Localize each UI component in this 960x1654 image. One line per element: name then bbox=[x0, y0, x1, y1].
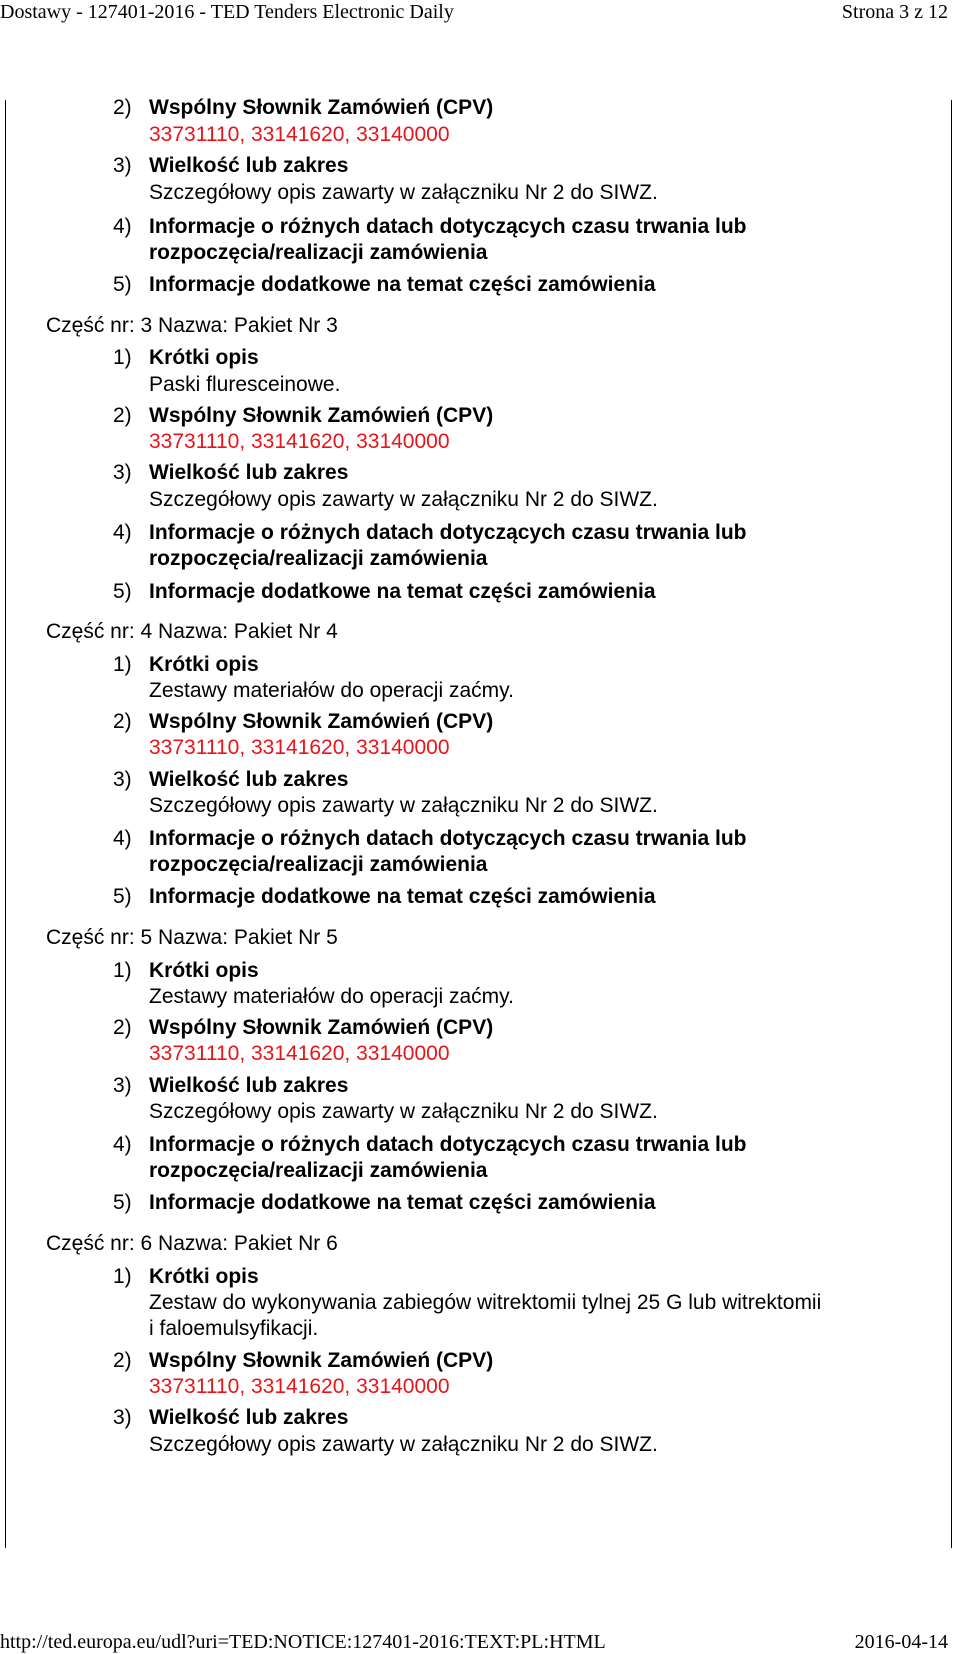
item-number: 3) bbox=[113, 461, 132, 484]
item-number: 4) bbox=[113, 827, 132, 850]
quantity-text: Szczegółowy opis zawarty w załączniku Nr 2 do SIWZ. bbox=[149, 488, 658, 511]
short-desc-label: Krótki opis bbox=[149, 959, 259, 982]
additional-label: Informacje dodatkowe na temat części zamówienia bbox=[149, 580, 656, 603]
additional-label: Informacje dodatkowe na temat części zamówienia bbox=[149, 273, 656, 296]
item-number: 2) bbox=[113, 1016, 132, 1039]
item-number: 5) bbox=[113, 885, 132, 908]
dates-label: Informacje o różnych datach dotyczących czasu trwania lub bbox=[149, 1133, 747, 1156]
item-number: 4) bbox=[113, 215, 132, 238]
quantity-label: Wielkość lub zakres bbox=[149, 461, 349, 484]
cpv-codes[interactable]: 33731110, 33141620, 33140000 bbox=[149, 430, 450, 453]
page-number: Strona 3 z 12 bbox=[841, 1, 948, 23]
cpv-codes[interactable]: 33731110, 33141620, 33140000 bbox=[149, 1375, 450, 1398]
cpv-codes[interactable]: 33731110, 33141620, 33140000 bbox=[149, 1042, 450, 1065]
short-desc-label: Krótki opis bbox=[149, 346, 259, 369]
footer-url[interactable]: http://ted.europa.eu/udl?uri=TED:NOTICE:127401-2016:TEXT:PL:HTML bbox=[0, 1631, 606, 1653]
item-number: 3) bbox=[113, 154, 132, 177]
quantity-label: Wielkość lub zakres bbox=[149, 1074, 349, 1097]
quantity-text: Szczegółowy opis zawarty w załączniku Nr 2 do SIWZ. bbox=[149, 181, 658, 204]
cpv-label: Wspólny Słownik Zamówień (CPV) bbox=[149, 710, 494, 733]
item-number: 4) bbox=[113, 1133, 132, 1156]
page-header-title: Dostawy - 127401-2016 - TED Tenders Electronic Daily bbox=[0, 1, 454, 23]
item-number: 1) bbox=[113, 346, 132, 369]
item-number: 3) bbox=[113, 1074, 132, 1097]
quantity-label: Wielkość lub zakres bbox=[149, 1406, 349, 1429]
cpv-label: Wspólny Słownik Zamówień (CPV) bbox=[149, 1349, 494, 1372]
short-desc-text: Zestaw do wykonywania zabiegów witrektomii tylnej 25 G lub witrektomii bbox=[149, 1291, 822, 1314]
item-number: 5) bbox=[113, 273, 132, 296]
additional-label: Informacje dodatkowe na temat części zamówienia bbox=[149, 1191, 656, 1214]
quantity-label: Wielkość lub zakres bbox=[149, 154, 349, 177]
item-number: 4) bbox=[113, 521, 132, 544]
cpv-codes[interactable]: 33731110, 33141620, 33140000 bbox=[149, 123, 450, 146]
item-number: 1) bbox=[113, 653, 132, 676]
item-number: 2) bbox=[113, 710, 132, 733]
dates-label-cont: rozpoczęcia/realizacji zamówienia bbox=[149, 241, 488, 264]
additional-label: Informacje dodatkowe na temat części zamówienia bbox=[149, 885, 656, 908]
item-number: 1) bbox=[113, 959, 132, 982]
dates-label: Informacje o różnych datach dotyczących czasu trwania lub bbox=[149, 521, 747, 544]
dates-label: Informacje o różnych datach dotyczących czasu trwania lub bbox=[149, 827, 747, 850]
item-number: 5) bbox=[113, 1191, 132, 1214]
short-desc-text-cont: i faloemulsyfikacji. bbox=[149, 1317, 319, 1340]
item-number: 3) bbox=[113, 768, 132, 791]
quantity-text: Szczegółowy opis zawarty w załączniku Nr 2 do SIWZ. bbox=[149, 1433, 658, 1456]
dates-label-cont: rozpoczęcia/realizacji zamówienia bbox=[149, 547, 488, 570]
item-number: 2) bbox=[113, 96, 132, 119]
item-number: 3) bbox=[113, 1406, 132, 1429]
short-desc-text: Zestawy materiałów do operacji zaćmy. bbox=[149, 679, 514, 702]
cpv-codes[interactable]: 33731110, 33141620, 33140000 bbox=[149, 736, 450, 759]
dates-label-cont: rozpoczęcia/realizacji zamówienia bbox=[149, 1159, 488, 1182]
dates-label: Informacje o różnych datach dotyczących czasu trwania lub bbox=[149, 215, 747, 238]
dates-label-cont: rozpoczęcia/realizacji zamówienia bbox=[149, 853, 488, 876]
item-number: 5) bbox=[113, 580, 132, 603]
item-number: 1) bbox=[113, 1265, 132, 1288]
quantity-text: Szczegółowy opis zawarty w załączniku Nr 2 do SIWZ. bbox=[149, 794, 658, 817]
quantity-label: Wielkość lub zakres bbox=[149, 768, 349, 791]
short-desc-text: Paski fluresceinowe. bbox=[149, 373, 341, 396]
short-desc-text: Zestawy materiałów do operacji zaćmy. bbox=[149, 985, 514, 1008]
cpv-label: Wspólny Słownik Zamówień (CPV) bbox=[149, 404, 494, 427]
short-desc-label: Krótki opis bbox=[149, 1265, 259, 1288]
short-desc-label: Krótki opis bbox=[149, 653, 259, 676]
footer-date: 2016-04-14 bbox=[854, 1631, 948, 1653]
cpv-label: Wspólny Słownik Zamówień (CPV) bbox=[149, 96, 494, 119]
cpv-label: Wspólny Słownik Zamówień (CPV) bbox=[149, 1016, 494, 1039]
item-number: 2) bbox=[113, 1349, 132, 1372]
quantity-text: Szczegółowy opis zawarty w załączniku Nr 2 do SIWZ. bbox=[149, 1100, 658, 1123]
item-number: 2) bbox=[113, 404, 132, 427]
